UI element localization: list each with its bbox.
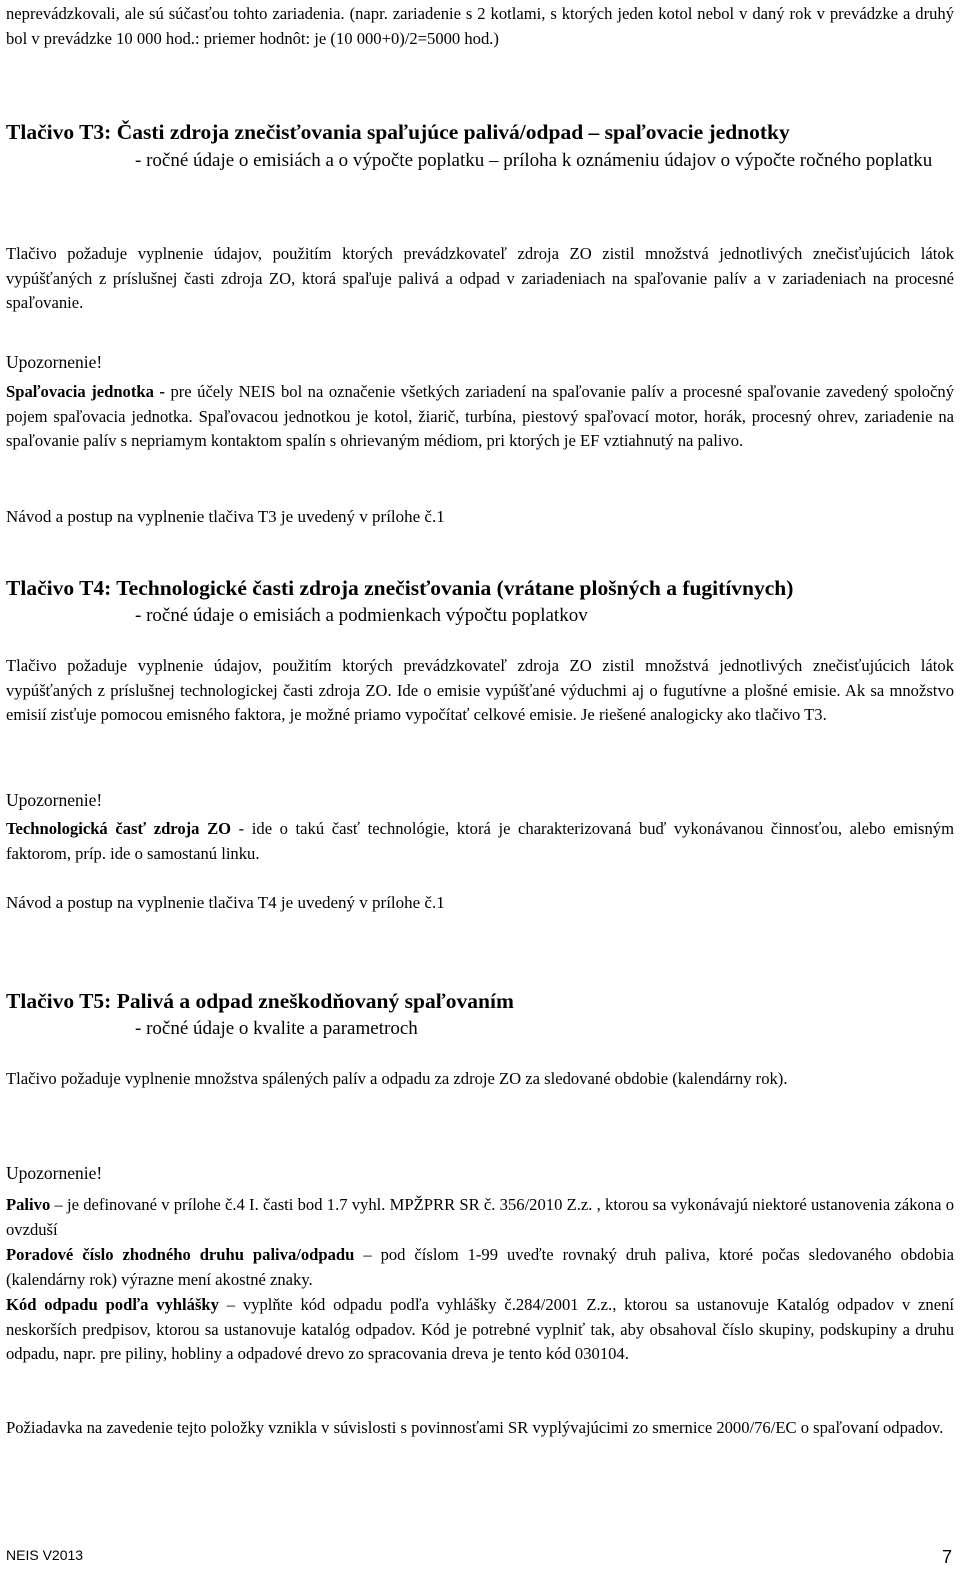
page-number: 7 bbox=[942, 1547, 953, 1567]
t3-description: Tlačivo požaduje vyplnenie údajov, použitím ktorých prevádzkovateľ zdroja ZO zistil množstvá jednotlivých znečisťujúcich látok vypúšťaných z príslušnej časti zdroja ZO, ktorá spaľuje palivá a odpad v zariadeniach na spaľovanie palív a v zariadeniach na procesné spaľovanie. bbox=[6, 244, 954, 313]
t5-item-text: – vyplňte kód odpadu podľa vyhlášky č.284/2001 Z.z., ktorou sa ustanovuje Katalóg odpadov v znení neskorších predpisov, ktorou sa ustanovuje katalóg odpadov. Kód je potrebné vyplniť tak, aby obsahoval číslo skupiny, podskupiny a druhu odpadu, napr. pre piliny, hobliny a odpadové drevo zo spracovania dreva je tento kód 030104. bbox=[6, 1295, 954, 1364]
t5-description: Tlačivo požaduje vyplnenie množstva spálených palív a odpadu za zdroje ZO za sledované obdobie (kalendárny rok). bbox=[6, 1069, 788, 1088]
t5-item-term: Kód odpadu podľa vyhlášky bbox=[6, 1295, 219, 1314]
t5-item-text: – je definované v prílohe č.4 I. časti bod 1.7 vyhl. MPŽPRR SR č. 356/2010 Z.z. , ktorou sa vykonávajú niektoré ustanovenia zákona o ovzduší bbox=[6, 1195, 954, 1239]
t4-guide: Návod a postup na vyplnenie tlačiva T4 je uvedený v prílohe č.1 bbox=[6, 893, 445, 912]
t3-guide: Návod a postup na vyplnenie tlačiva T3 je uvedený v prílohe č.1 bbox=[6, 507, 445, 526]
footer-label: NEIS V2013 bbox=[6, 1547, 84, 1563]
t5-item-poradove-cislo bbox=[6, 1243, 954, 1292]
t3-heading: Tlačivo T3: Časti zdroja znečisťovania spaľujúce palivá/odpad – spaľovacie jednotky bbox=[6, 120, 790, 144]
t4-note-text: - ide o takú časť technológie, ktorá je charakterizovaná buď vykonávanou činnosťou, alebo emisným faktorom, príp. ide o samostanú linku. bbox=[6, 819, 954, 863]
t4-subtitle: - ročné údaje o emisiách a podmienkach výpočtu poplatkov bbox=[135, 605, 588, 626]
t3-subtitle: - ročné údaje o emisiách a o výpočte poplatku – príloha k oznámeniu údajov o výpočte ročného poplatku bbox=[135, 150, 933, 171]
t5-warning-label: Upozornenie! bbox=[6, 1163, 103, 1183]
t5-item-term: Poradové číslo zhodného druhu paliva/odpadu bbox=[6, 1245, 355, 1264]
t5-requirement: Požiadavka na zavedenie tejto položky vznikla v súvislosti s povinnosťami SR vyplývajúcimi zo smernice 2000/76/EC o spaľovaní odpadov. bbox=[6, 1418, 944, 1437]
t4-note bbox=[6, 817, 954, 866]
t4-heading: Tlačivo T4: Technologické časti zdroja znečisťovania (vrátane plošných a fugitívnych) bbox=[6, 576, 794, 600]
t3-note bbox=[6, 380, 954, 454]
t5-heading: Tlačivo T5: Palivá a odpad zneškodňovaný spaľovaním bbox=[6, 989, 514, 1013]
t5-subtitle: - ročné údaje o kvalite a parametroch bbox=[135, 1018, 418, 1039]
t4-warning-label: Upozornenie! bbox=[6, 790, 103, 810]
t5-item-text: – pod číslom 1-99 uveďte rovnaký druh paliva, ktoré počas sledovaného obdobia (kalendárny rok) výrazne mení akostné znaky. bbox=[6, 1245, 955, 1289]
t4-note-term: Technologická časť zdroja ZO bbox=[6, 819, 232, 838]
t5-item-kod-odpadu bbox=[6, 1293, 954, 1367]
intro-paragraph: neprevádzkovali, ale sú súčasťou tohto zariadenia. (napr. zariadenie s 2 kotlami, s ktorých jeden kotol nebol v daný rok v prevádzke a druhý bol v prevádzke 10 000 hod.: priemer hodnôt: je (10 000+0)/2=5000 hod.) bbox=[6, 4, 954, 48]
footer-divider bbox=[6, 1543, 954, 1544]
t5-item-term: Palivo bbox=[6, 1195, 51, 1214]
t3-note-term: Spaľovacia jednotka - bbox=[6, 382, 165, 401]
t3-warning-label: Upozornenie! bbox=[6, 352, 103, 372]
t5-item-palivo bbox=[6, 1193, 954, 1242]
t3-note-text: pre účely NEIS bol na označenie všetkých zariadení na spaľovanie palív a procesné spaľovanie zavedený spoločný pojem spaľovacia jednotka. Spaľovacou jednotkou je kotol, žiarič, turbína, piestový spaľovací motor, horák, procesný ohrev, zariadenie na spaľovanie palív s nepriamym kontaktom spalín s ohrievaným médiom, pri ktorých je EF vztiahnutý na palivo. bbox=[6, 382, 954, 451]
t4-description: Tlačivo požaduje vyplnenie údajov, použitím ktorých prevádzkovateľ zdroja ZO zistil množstvá jednotlivých znečisťujúcich látok vypúšťaných z príslušnej technologickej časti zdroja ZO. Ide o emisie vypúšťané výduchmi aj o fugutívne a plošné emisie. Ak sa množstvo emisií zisťuje pomocou emisného faktora, je možné priamo vypočítať celkové emisie. Je riešené analogicky ako tlačivo T3. bbox=[6, 656, 954, 725]
